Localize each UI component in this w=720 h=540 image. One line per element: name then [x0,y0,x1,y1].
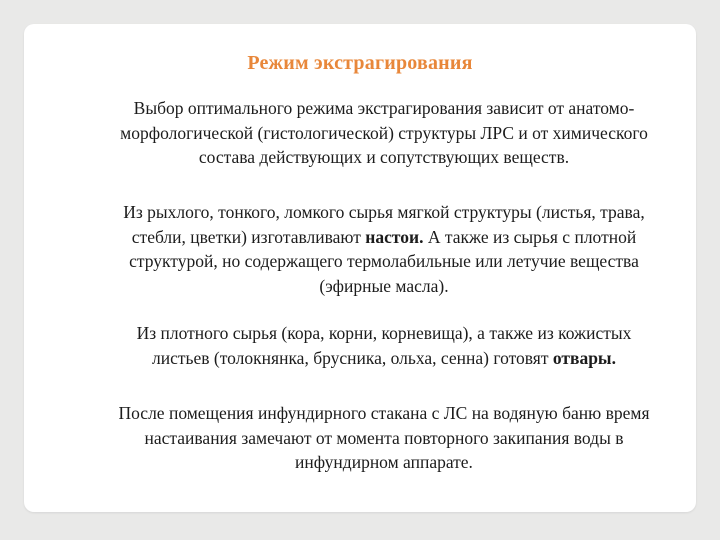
paragraph-line: настаивания замечают от момента повторного закипания воды в [144,427,624,448]
bold-term-decoctions: отвары. [552,347,616,368]
text-run: А также из сырья с плотной [423,226,637,247]
paragraph-line [64,225,704,250]
paragraph-line: инфундирном аппарате. [295,452,473,472]
paragraph-line: Выбор оптимального режима экстрагирования зависит от анатомо- [133,98,635,118]
slide-card [24,24,696,512]
bold-term-infusions: настои. [365,226,424,247]
paragraph-line: Из плотного сырья (кора, корни, корневища), а также из кожистых [136,323,632,343]
paragraph-infusion-timing [64,401,704,475]
slide-title: Режим экстрагирования [247,52,473,74]
paragraph-line: структурой, но содержащего термолабильные или летучие вещества [129,251,639,271]
paragraph-infusions [64,200,704,298]
text-run: листьев (толокнянка, брусника, ольха, сенна) готовят [152,347,553,368]
paragraph-line: морфологической (гистологической) структуры ЛРС и от химического [120,122,648,143]
paragraph-line: (эфирные масла). [319,275,449,296]
paragraph-line: Из рыхлого, тонкого, ломкого сырья мягкой структуры (листья, трава, [123,202,645,222]
paragraph-extraction-mode [64,96,704,170]
text-run: стебли, цветки) изготавливают [131,226,366,247]
paragraph-line: После помещения инфундирного стакана с ЛС на водяную баню время [118,403,650,423]
paragraph-decoctions [64,321,704,370]
paragraph-line [64,346,704,371]
paragraph-line: состава действующих и сопутствующих веществ. [198,147,570,167]
